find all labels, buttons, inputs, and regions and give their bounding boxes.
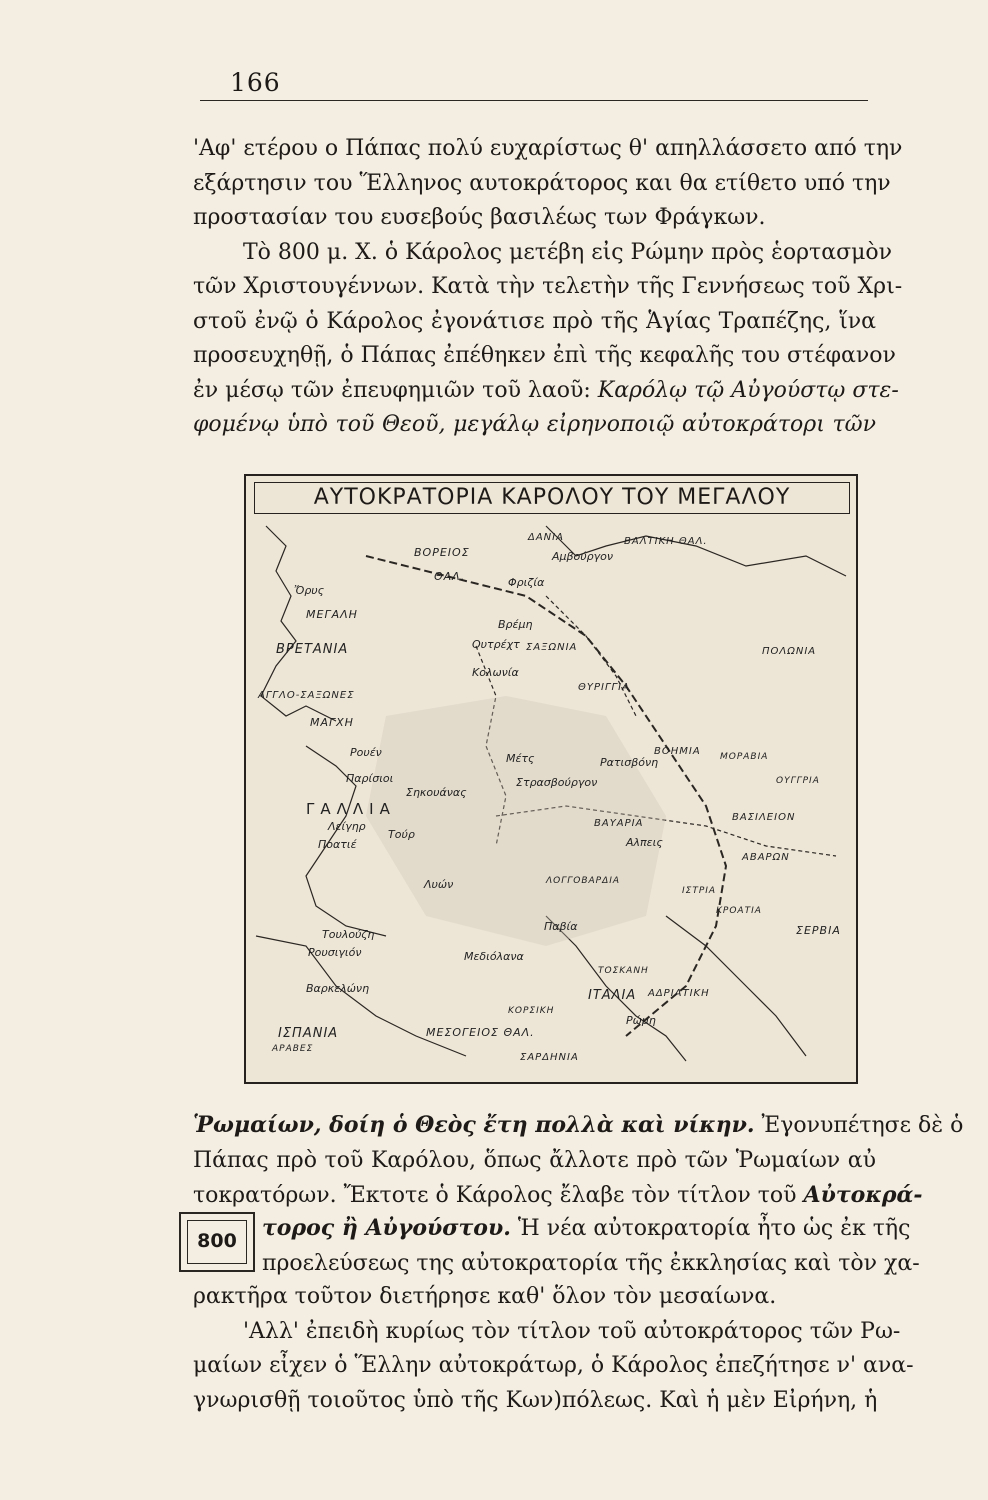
- map-label: Τούρ: [388, 828, 415, 841]
- map-label: Λείγηρ: [328, 820, 366, 833]
- map-label: ΠΟΛΩΝΙΑ: [762, 646, 817, 657]
- text-line: εξάρτησιν του Ἕλληνος αυτοκράτορος και θα ετίθετο υπό την: [193, 170, 891, 196]
- map-label: Ρουσιγιόν: [308, 946, 362, 959]
- text-line: προστασίαν του ευσεβούς βασιλέως των Φράγκων.: [193, 205, 766, 230]
- post-map-paragraph: [193, 1108, 964, 1214]
- map-label: ΒΟΡΕΙΟΣ: [414, 546, 470, 559]
- map-label: Παρίσιοι: [346, 772, 394, 785]
- map-label: Αμβούργον: [552, 550, 614, 563]
- text-line: [193, 374, 899, 409]
- text-line: 'Αλλ' ἐπειδὴ κυρίως τὸν τίτλον τοῦ αὐτοκράτορος τῶν Ρω-: [243, 1318, 901, 1344]
- acclamation-end: Ῥωμαίων, δοίη ὁ Θεὸς ἔτη πολλὰ καὶ νίκην.: [193, 1112, 755, 1138]
- map-label: Τουλούζη: [322, 928, 375, 941]
- map-label: ΘΥΡΙΓΓΙΑ: [578, 682, 630, 693]
- map-label: ΛΟΓΓΟΒΑΡΔΙΑ: [546, 876, 621, 886]
- top-paragraphs: [193, 132, 903, 443]
- map-label: ΒΟΗΜΙΑ: [654, 746, 701, 757]
- header-rule: [200, 100, 868, 101]
- map-label: Ουτρέχτ: [472, 638, 520, 651]
- text-line: [193, 1108, 964, 1144]
- map-label: ΑΡΑΒΕΣ: [272, 1044, 314, 1054]
- text-fragment: τοκρατόρων. Ἔκτοτε ὁ Κάρολος ἔλαβε τὸν τίτλον τοῦ: [193, 1183, 797, 1208]
- map-label: Μέτς: [506, 752, 535, 765]
- text-line: Πάπας πρὸ τοῦ Καρόλου, ὅπως ἄλλοτε πρὸ τῶν Ῥωμαίων αὐ: [193, 1147, 876, 1173]
- map-label: Μεδιόλανα: [464, 950, 524, 963]
- map-label: Παβία: [544, 920, 578, 933]
- map-label: Φριζία: [508, 576, 545, 589]
- map-label: Ὄρυς: [294, 584, 325, 597]
- map-label: Ρώμη: [626, 1014, 656, 1027]
- title-term: Αὐτοκρά-: [803, 1182, 923, 1208]
- map-label: ΣΑΡΔΗΝΙΑ: [520, 1052, 579, 1063]
- text-fragment: Ἐγονυπέτησε δὲ ὁ: [754, 1113, 964, 1138]
- text-line: προελεύσεως της αὐτοκρατορία τῆς ἐκκλησίας καὶ τὸν χα-: [262, 1250, 920, 1276]
- text-line: 'Αφ' ετέρου ο Πάπας πολύ ευχαρίστως θ' απηλλάσσετο από την: [193, 136, 903, 161]
- map-label: ΑΓΓΛΟ-ΣΑΞΩΝΕΣ: [258, 690, 355, 701]
- map-label: Ποατιέ: [318, 838, 357, 851]
- wrapped-lines: [262, 1211, 920, 1281]
- page-number: 166: [230, 68, 281, 97]
- acclamation-quote-line: φομένῳ ὑπὸ τοῦ Θεοῦ, μεγάλῳ εἰρηνοποιῷ αὐτοκράτορι τῶν: [193, 412, 876, 437]
- text-fragment: Ἡ νέα αὐτοκρατορία ἦτο ὡς ἐκ τῆς: [510, 1216, 911, 1241]
- acclamation-quote: Καρόλῳ τῷ Αὐγούστῳ στε-: [597, 377, 899, 403]
- text-line: [262, 1211, 911, 1247]
- map-label: ΤΟΣΚΑΝΗ: [598, 966, 649, 976]
- margin-date-box: [179, 1212, 255, 1272]
- text-line: ρακτῆρα τοῦτον διετήρησε καθ' ὅλον τὸν μεσαίωνα.: [193, 1284, 777, 1309]
- map-label: ΒΑΛΤΙΚΗ ΘΑΛ.: [624, 536, 708, 547]
- title-term: τορος ἢ Αὐγούστου.: [262, 1215, 511, 1241]
- map-label: Λυών: [424, 878, 454, 891]
- map-label: ΜΑΓΧΗ: [310, 716, 354, 729]
- map-label: ΚΟΡΣΙΚΗ: [508, 1006, 555, 1016]
- map-label: Ρουέν: [350, 746, 382, 759]
- text-line: Τὸ 800 μ. Χ. ὁ Κάρολος μετέβη εἰς Ρώμην πρὸς ἑορτασμὸν: [243, 239, 893, 265]
- map-label: ΚΡΟΑΤΙΑ: [716, 906, 762, 916]
- text-line: στοῦ ἐνῷ ὁ Κάρολος ἐγονάτισε πρὸ τῆς Ἁγίας Τραπέζης, ἵνα: [193, 308, 876, 334]
- map-label: ΑΒΑΡΩΝ: [742, 852, 790, 863]
- map-label: ΜΟΡΑΒΙΑ: [720, 752, 769, 762]
- map-drawing: [246, 516, 856, 1082]
- map-label: ΙΤΑΛΙΑ: [588, 988, 637, 1003]
- text-line: [193, 1178, 923, 1214]
- text-line: προσευχηθῇ, ὁ Πάπας ἐπέθηκεν ἐπὶ τῆς κεφαλῆς του στέφανον: [193, 343, 896, 368]
- map-label: Στρασβούργον: [516, 776, 598, 789]
- map-figure: [244, 474, 858, 1084]
- map-label: ΜΕΓΑΛΗ: [306, 608, 358, 621]
- map-label: ΙΣΠΑΝΙΑ: [278, 1026, 339, 1041]
- map-label: Βρέμη: [498, 618, 533, 631]
- closing-paragraph: [193, 1280, 914, 1418]
- map-label: ΔΑΝΙΑ: [528, 532, 564, 543]
- map-label: ΒΡΕΤΑΝΙΑ: [276, 642, 349, 657]
- map-label: ΘΑΛ.: [434, 570, 466, 583]
- map-label: ΒΑΥΑΡΙΑ: [594, 818, 644, 829]
- map-label: Αλπεις: [626, 836, 663, 849]
- map-label: Σηκουάνας: [406, 786, 467, 799]
- map-label: Κολωνία: [472, 666, 519, 679]
- map-label: ΓΑΛΛΙΑ: [306, 800, 396, 818]
- text-line: μαίων εἶχεν ὁ Ἕλλην αὐτοκράτωρ, ὁ Κάρολος ἐπεζήτησε ν' ανα-: [193, 1353, 914, 1378]
- map-title: ΑΥΤΟΚΡΑΤΟΡΙΑ ΚΑΡΟΛΟΥ ΤΟΥ ΜΕΓΑΛΟΥ: [254, 482, 850, 514]
- map-label: Ρατισβόνη: [600, 756, 659, 769]
- map-label: ΜΕΣΟΓΕΙΟΣ ΘΑΛ.: [426, 1026, 535, 1039]
- text-line: τῶν Χριστουγέννων. Κατὰ τὴν τελετὴν τῆς Γεννήσεως τοῦ Χρι-: [193, 274, 903, 299]
- margin-date: 800: [187, 1220, 247, 1264]
- map-label: ΙΣΤΡΙΑ: [682, 886, 717, 896]
- text-line: γνωρισθῇ τοιοῦτος ὑπὸ τῆς Κων)πόλεως. Καὶ ἡ μὲν Εἰρήνη, ἡ: [193, 1387, 878, 1413]
- text-fragment: ἐν μέσῳ τῶν ἐπευφημιῶν τοῦ λαοῦ:: [193, 377, 591, 403]
- map-label: ΣΕΡΒΙΑ: [796, 924, 841, 937]
- map-label: ΑΔΡΙΑΤΙΚΗ: [648, 988, 710, 999]
- map-label: ΟΥΓΓΡΙΑ: [776, 776, 820, 786]
- map-label: ΣΑΞΩΝΙΑ: [526, 642, 578, 653]
- map-label: ΒΑΣΙΛΕΙΟΝ: [732, 812, 796, 823]
- river-elbe: [546, 596, 636, 716]
- map-label: Βαρκελώνη: [306, 982, 370, 995]
- coastline-adriatic: [666, 916, 806, 1056]
